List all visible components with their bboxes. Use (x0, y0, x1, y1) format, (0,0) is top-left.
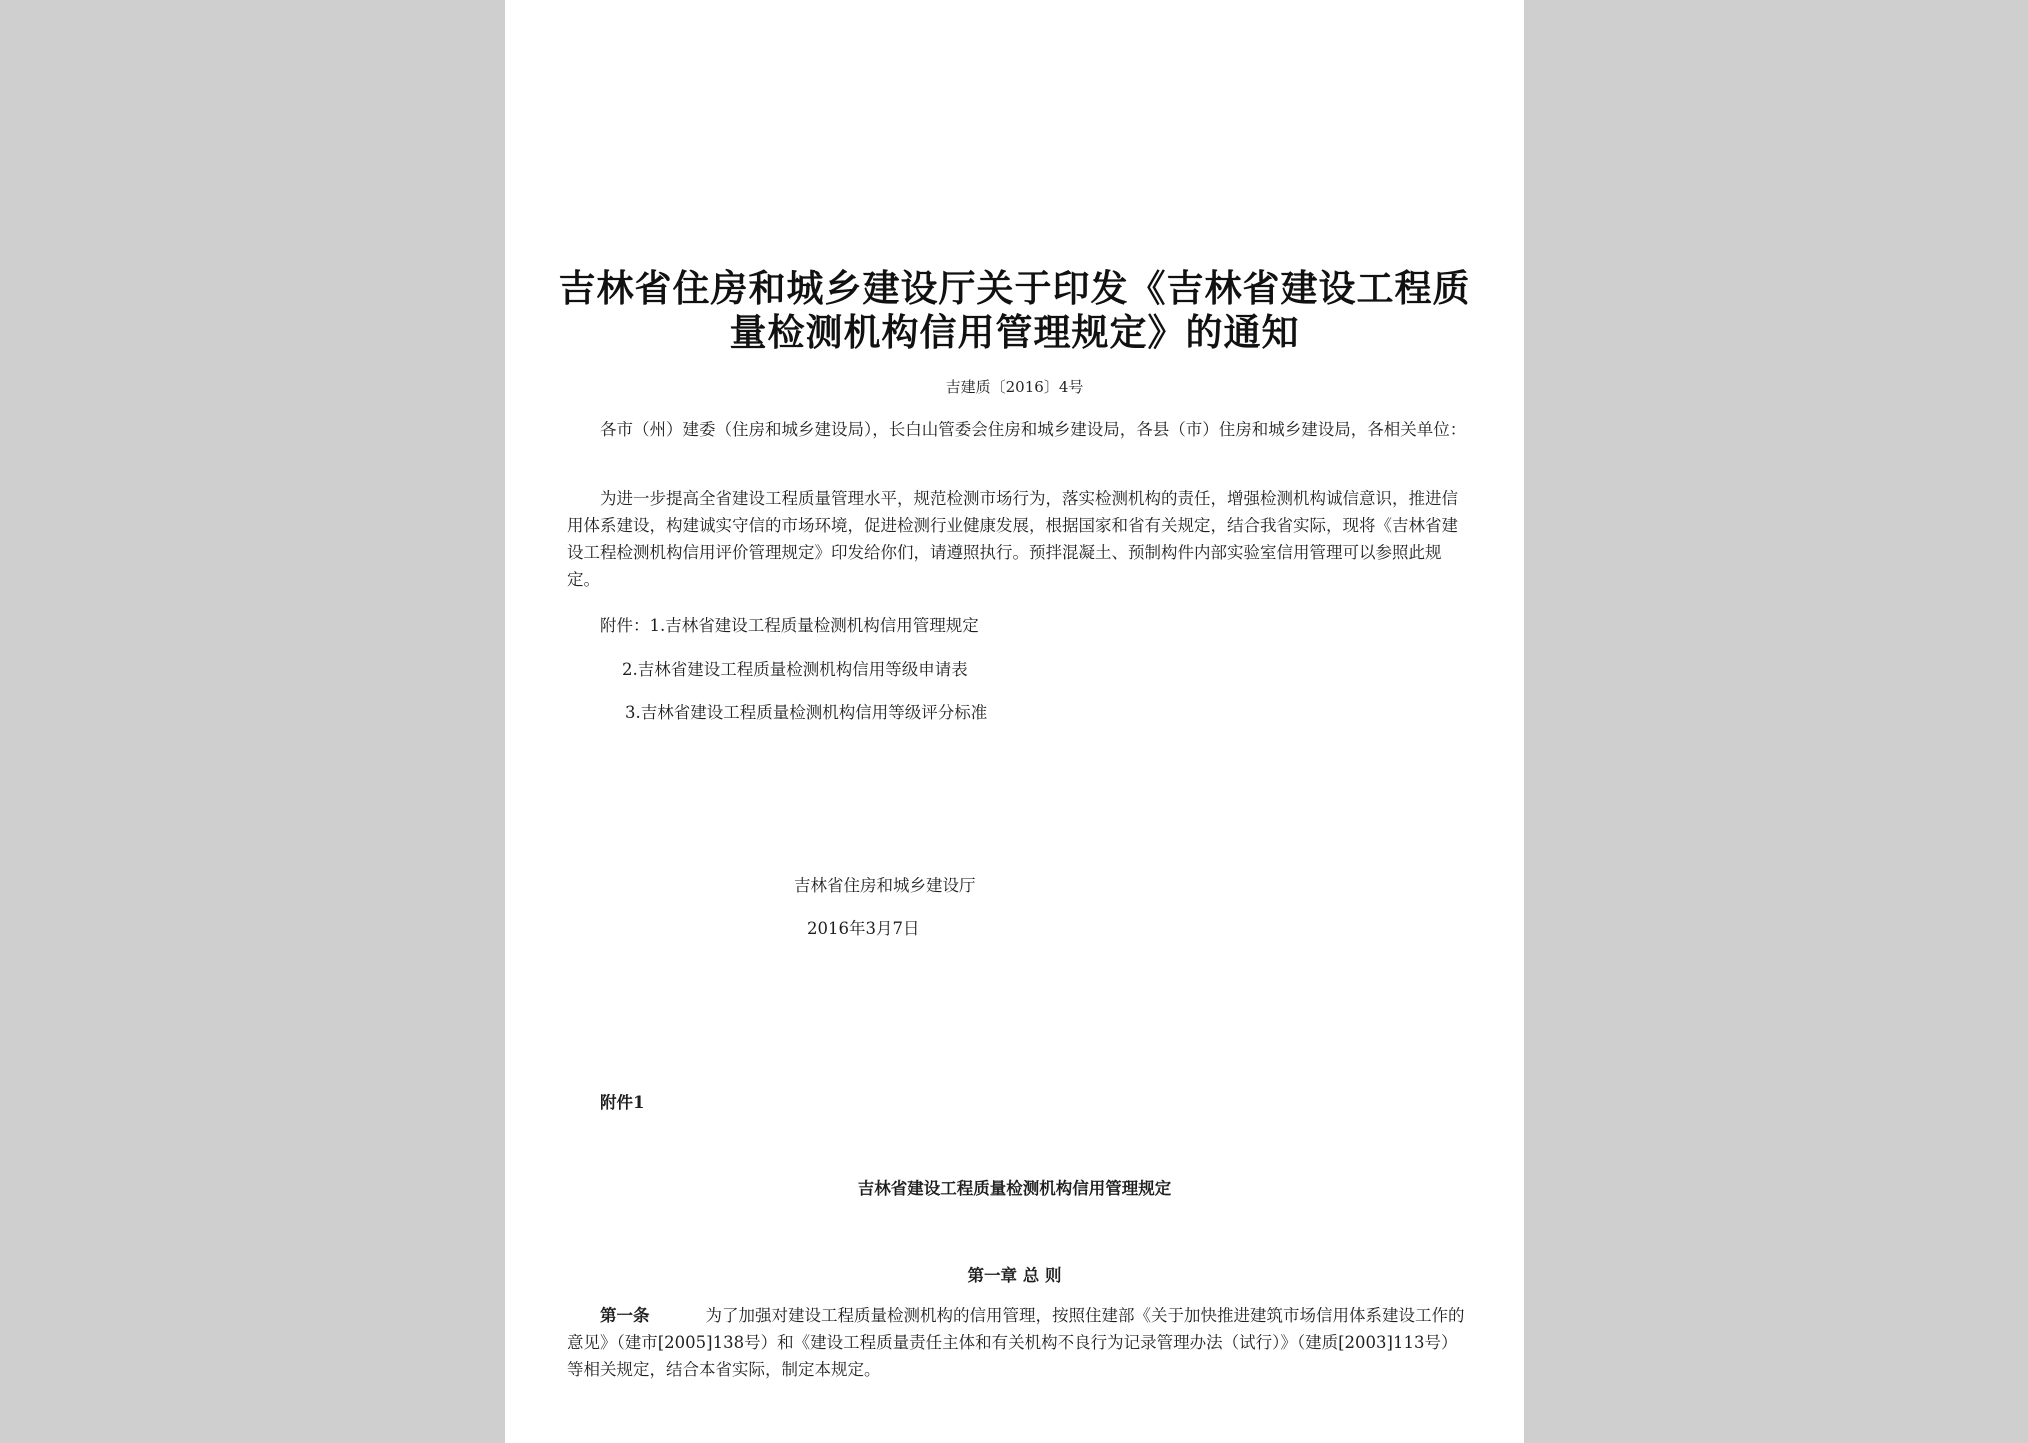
attachments-label: 附件： (600, 616, 650, 635)
attachment-item-3: 3.吉林省建设工程质量检测机构信用等级评分标准 (625, 703, 988, 722)
document-number: 吉建质〔2016〕4号 (945, 378, 1084, 396)
document-title-line-2: 量检测机构信用管理规定》的通知 (729, 310, 1300, 354)
issue-date: 2016年3月7日 (807, 919, 920, 938)
intro-paragraph: 为进一步提高全省建设工程质量管理水平，规范检测市场行为，落实检测机构的责任，增强检测机构诚信意识，推进信用体系建设，构建诚实守信的市场环境，促进检测行业健康发展，根据国家和省有关规定，结合我省实际，现将《吉林省建设工程检测机构信用评价管理规定》印发给你们，请遵照执行。预拌混凝土、预制构件内部实验室信用管理可以参照此规定。 (567, 489, 1458, 589)
article-1-text: 为了加强对建设工程质量检测机构的信用管理，按照住建部《关于加快推进建筑市场信用体系建设工作的意见》（建市[2005]138号）和《建设工程质量责任主体和有关机构不良行为记录管理办法（试行）》（建质[2003]113号）等相关规定，结合本省实际，制定本规定。 (567, 1306, 1465, 1379)
document-page (505, 0, 1524, 1443)
attachment-item-2: 2.吉林省建设工程质量检测机构信用等级申请表 (622, 660, 968, 679)
appendix-label: 附件1 (600, 1093, 645, 1112)
article-1-label: 第一条 (600, 1306, 650, 1325)
attachment-item-1: 1.吉林省建设工程质量检测机构信用管理规定 (649, 616, 979, 635)
issuer-name: 吉林省住房和城乡建设厅 (794, 876, 976, 895)
salutation: 各市（州）建委（住房和城乡建设局），长白山管委会住房和城乡建设局，各县（市）住房和城乡建设局，各相关单位： (600, 420, 1467, 439)
appendix-title: 吉林省建设工程质量检测机构信用管理规定 (857, 1179, 1172, 1198)
article-1 (567, 1302, 1467, 1383)
attachment-list (600, 612, 979, 636)
document-title-line-1: 吉林省住房和城乡建设厅关于印发《吉林省建设工程质 (558, 266, 1471, 310)
chapter-heading: 第一章 总 则 (967, 1266, 1062, 1285)
